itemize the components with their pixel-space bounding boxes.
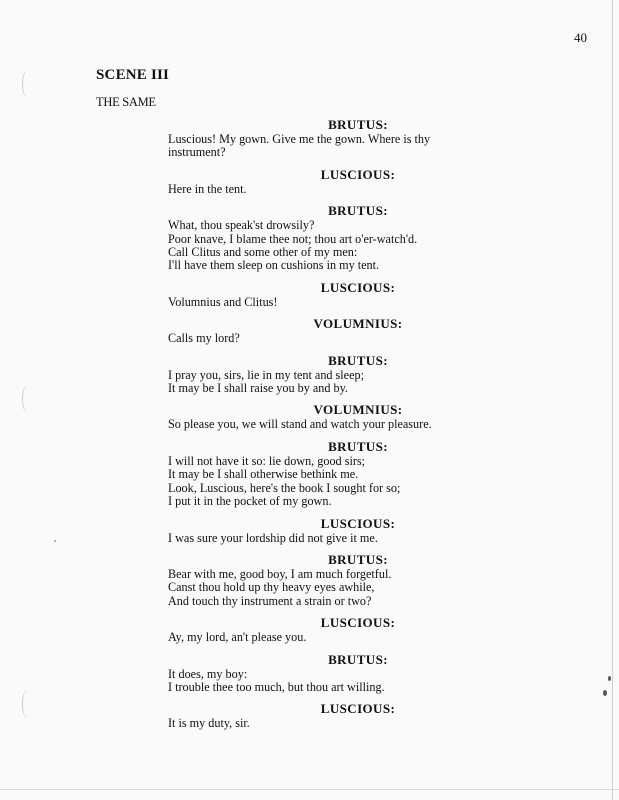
dialogue-line: Canst thou hold up thy heavy eyes awhile, — [168, 580, 375, 595]
speech — [168, 553, 528, 608]
dialogue-line: instrument? — [168, 145, 226, 160]
dialogue-line: I was sure your lordship did not give it me. — [168, 530, 378, 545]
dialogue-line: What, thou speak'st drowsily? — [168, 218, 315, 233]
dialogue-line: Look, Luscious, here's the book I sought for so; — [168, 480, 401, 495]
dialogue-line: It may be I shall raise you by and by. — [168, 381, 348, 396]
dialogue-line: Calls my lord? — [168, 331, 240, 346]
dialogue-block — [168, 118, 528, 739]
speaker-name: BRUTUS: — [328, 203, 388, 219]
ink-speck — [54, 540, 56, 542]
dialogue-line: It does, my boy: — [168, 666, 248, 681]
speaker-name: BRUTUS: — [328, 551, 388, 567]
dialogue-line: I put it in the pocket of my gown. — [168, 494, 332, 509]
dialogue-line: Volumnius and Clitus! — [168, 294, 278, 309]
punch-hole-mark — [22, 690, 33, 718]
dialogue-line: Poor knave, I blame thee not; thou art o'er-watch'd. — [168, 231, 418, 246]
ink-speck — [603, 690, 607, 696]
speech — [168, 702, 528, 730]
punch-hole-mark — [22, 385, 33, 413]
speaker-name: VOLUMNIUS: — [313, 316, 403, 332]
speaker-name: LUSCIOUS: — [320, 701, 396, 717]
page-number: 40 — [574, 30, 587, 45]
speaker-name: BRUTUS: — [328, 651, 388, 667]
speaker-name: BRUTUS: — [328, 117, 388, 132]
speech — [168, 317, 528, 345]
scene-setting: THE SAME — [96, 95, 156, 109]
dialogue-line: I'll have them sleep on cushions in my tent. — [168, 258, 380, 273]
dialogue-line: Bear with me, good boy, I am much forgetful. — [168, 566, 392, 581]
speaker-name: BRUTUS: — [328, 352, 388, 368]
speech — [168, 168, 528, 196]
dialogue-line: Ay, my lord, an't please you. — [168, 630, 307, 645]
speaker-name: VOLUMNIUS: — [313, 402, 403, 418]
dialogue-line: I pray you, sirs, lie in my tent and sleep; — [168, 367, 364, 382]
punch-hole-mark — [22, 70, 33, 98]
speaker-name: LUSCIOUS: — [320, 279, 396, 295]
dialogue-line: And touch thy instrument a strain or two? — [168, 593, 372, 608]
speech — [168, 354, 528, 396]
speech — [168, 440, 528, 509]
dialogue-line: It may be I shall otherwise bethink me. — [168, 467, 359, 482]
dialogue-line: It is my duty, sir. — [168, 716, 250, 731]
speech — [168, 517, 528, 545]
speech — [168, 616, 528, 644]
dialogue-line: So please you, we will stand and watch your pleasure. — [168, 417, 432, 432]
speaker-name: LUSCIOUS: — [320, 515, 396, 531]
page-edge-bottom — [0, 789, 619, 790]
dialogue-line: Call Clitus and some other of my men: — [168, 245, 358, 260]
dialogue-line: Here in the tent. — [168, 181, 247, 196]
speaker-name: LUSCIOUS: — [320, 166, 396, 182]
speaker-name: BRUTUS: — [328, 438, 388, 454]
dialogue-line: I trouble thee too much, but thou art willing. — [168, 679, 385, 694]
page-edge-right — [612, 0, 613, 800]
scene-title: SCENE III — [96, 67, 170, 83]
ink-speck — [608, 676, 611, 681]
dialogue-line: Luscious! My gown. Give me the gown. Where is thy — [168, 132, 431, 146]
speech — [168, 653, 528, 695]
speaker-name: LUSCIOUS: — [320, 615, 396, 631]
speech — [168, 204, 528, 273]
speech — [168, 118, 528, 160]
speech — [168, 403, 528, 431]
dialogue-line: I will not have it so: lie down, good sirs; — [168, 453, 366, 468]
speech — [168, 281, 528, 309]
